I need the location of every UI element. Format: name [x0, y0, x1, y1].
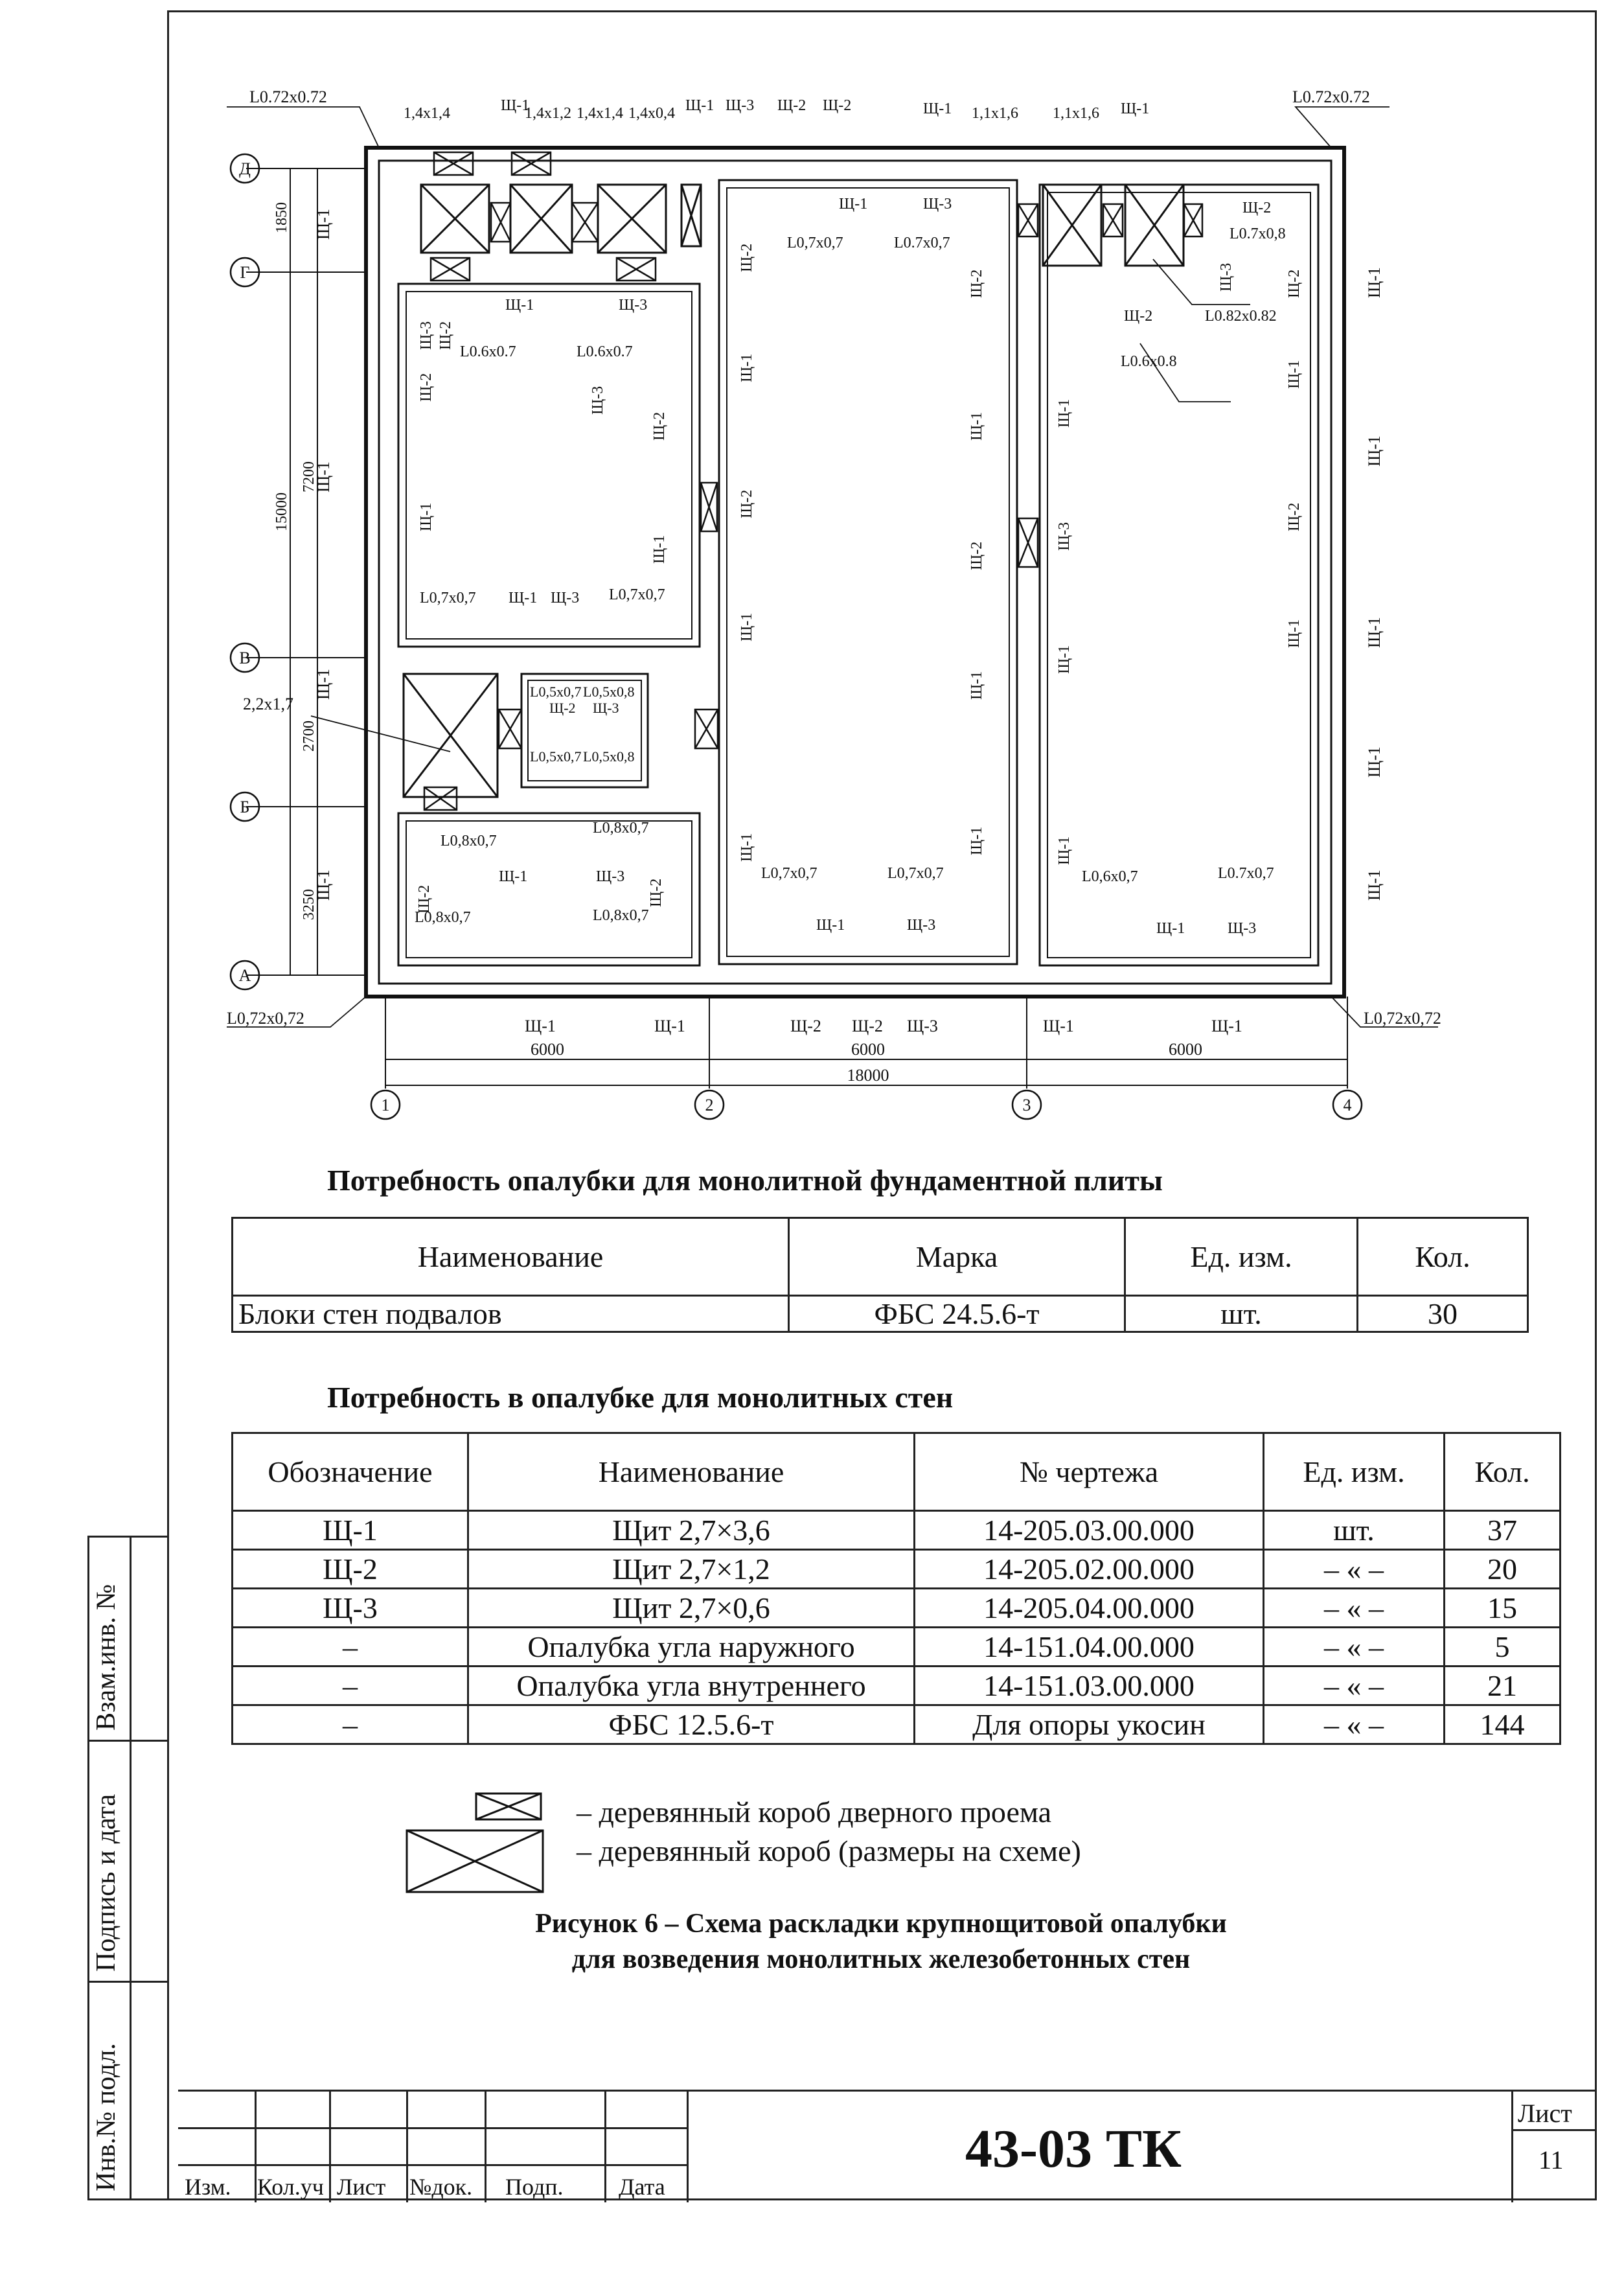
figure-caption-line2: для возведения монолитных железобетонных стен — [571, 1944, 1191, 1974]
room1-label: Щ-2 — [418, 373, 435, 402]
table2-cell: – — [233, 1667, 468, 1705]
top-label: 1,1x1,6 — [1053, 105, 1099, 122]
table2-cell: Щ-1 — [233, 1511, 468, 1550]
room3-label: Щ-2 — [1286, 269, 1303, 298]
room3-label: L0.7x0,7 — [1218, 865, 1274, 882]
axis-number-4: 4 — [1343, 1096, 1352, 1114]
dim-1850: 1850 — [273, 202, 290, 233]
outer-left-label: Щ-1 — [314, 209, 333, 240]
room3-label: L0.82x0.82 — [1205, 308, 1277, 325]
table2-cell: 20 — [1445, 1550, 1561, 1589]
table2-cell: Щит 2,7×1,2 — [468, 1550, 915, 1589]
room2-label: Щ-2 — [968, 269, 985, 298]
outer-left-label: Щ-1 — [314, 870, 333, 901]
room3-label: Щ-1 — [1286, 619, 1303, 648]
table2-cell: – « – — [1264, 1667, 1445, 1705]
axis-number-1: 1 — [381, 1096, 390, 1114]
dim-6000-c: 6000 — [1169, 1040, 1202, 1059]
room5-label: Щ-3 — [596, 868, 625, 885]
legend-wood-box: – деревянный короб (размеры на схеме) — [577, 1834, 1081, 1867]
strip-label-orig-inv: Инв.№ подл. — [91, 2043, 121, 2191]
room3-label: Щ-3 — [1218, 262, 1235, 292]
room3-label: Щ-1 — [1056, 645, 1073, 674]
table2-header-unit: Ед. изм. — [1264, 1433, 1445, 1511]
top-label: Щ-2 — [777, 97, 806, 114]
room2-label: Щ-1 — [968, 671, 985, 700]
table2-cell: Опалубка угла внутреннего — [468, 1667, 915, 1705]
top-label: 1,4x1,4 — [577, 105, 623, 122]
room4-label: L0,5x0,7 — [530, 684, 582, 700]
table1-cell: 30 — [1358, 1296, 1528, 1332]
title-block — [178, 2090, 1597, 2200]
table2-cell: – — [233, 1628, 468, 1667]
axis-number-3: 3 — [1022, 1096, 1031, 1114]
document-code: 43-03 ТК — [965, 2119, 1182, 2179]
top-label: Щ-1 — [501, 97, 530, 114]
top-label: 1,4x1,2 — [525, 105, 571, 122]
dim-7200: 7200 — [301, 461, 317, 492]
table2-cell: 37 — [1445, 1511, 1561, 1550]
axis-letter-v: В — [239, 649, 251, 667]
table2-cell: 14-151.03.00.000 — [915, 1667, 1264, 1705]
room5-label: L0,8x0,7 — [593, 820, 649, 836]
room3-label: Щ-3 — [1056, 522, 1073, 551]
room1-label: Щ-1 — [651, 535, 668, 564]
table2-cell: ФБС 12.5.6-т — [468, 1705, 915, 1744]
room2-label: Щ-1 — [839, 196, 868, 213]
room2-label: L0,7x0,7 — [761, 865, 818, 882]
room2-label: L0.7x0,7 — [894, 235, 950, 251]
room5-label: L0,8x0,7 — [415, 909, 471, 926]
dim-6000-a: 6000 — [531, 1040, 564, 1059]
table2-cell: Для опоры укосин — [915, 1705, 1264, 1744]
corner-label-br: L0,72x0,72 — [1364, 1009, 1441, 1028]
bottom-label: Щ-1 — [1043, 1017, 1074, 1035]
top-label: Щ-1 — [685, 97, 715, 114]
room2-label: L0,7x0,7 — [787, 235, 843, 251]
room4-label: Щ-2 — [549, 700, 576, 716]
room3-label: L0,6x0,7 — [1082, 868, 1138, 885]
corner-label-tl: L0.72x0.72 — [249, 87, 327, 106]
room2-label: Щ-1 — [816, 917, 845, 934]
room2-label: L0,7x0,7 — [887, 865, 944, 882]
room4-label: L0,5x0,8 — [583, 684, 635, 700]
legend-door-box: – деревянный короб дверного проема — [577, 1795, 1052, 1828]
table2-header-qty: Кол. — [1445, 1433, 1561, 1511]
dim-2700: 2700 — [301, 721, 317, 752]
grid-lines — [246, 168, 1347, 1089]
room5-label: Щ-2 — [416, 884, 433, 914]
bottom-label: Щ-2 — [790, 1017, 821, 1035]
table2-cell: Щ-3 — [233, 1589, 468, 1628]
legend-symbols — [405, 1792, 560, 1895]
room3-label: Щ-2 — [1242, 200, 1272, 216]
room1-label: L0,7x0,7 — [609, 586, 665, 603]
table2-cell: шт. — [1264, 1511, 1445, 1550]
room1-label: L0.6x0.7 — [577, 343, 633, 360]
table2-header-name: Наименование — [468, 1433, 915, 1511]
table2-header-drawing: № чертежа — [915, 1433, 1264, 1511]
top-label: Щ-3 — [726, 97, 755, 114]
stamp-col-date: Дата — [619, 2174, 665, 2200]
table1-header-name: Наименование — [233, 1218, 789, 1296]
bottom-label: Щ-3 — [907, 1017, 938, 1035]
room1-label: Щ-2 — [437, 321, 454, 350]
strip-cell-replace-inv — [89, 1538, 167, 1742]
table2-cell: 14-205.04.00.000 — [915, 1589, 1264, 1628]
outer-right-label: Щ-1 — [1365, 870, 1384, 901]
room2-label: Щ-1 — [738, 833, 755, 862]
room2-label: Щ-3 — [923, 196, 952, 213]
room2-label: Щ-2 — [968, 541, 985, 570]
room4-label: L0,5x0,8 — [583, 748, 635, 765]
room4-label: Щ-3 — [593, 700, 619, 716]
table2-cell: Щит 2,7×0,6 — [468, 1589, 915, 1628]
corner-label-tr: L0.72x0.72 — [1292, 87, 1370, 106]
room3-label: Щ-1 — [1286, 360, 1303, 389]
outer-right-label: Щ-1 — [1365, 617, 1384, 648]
room5-label: Щ-2 — [648, 878, 665, 907]
room3-label: Щ-2 — [1286, 502, 1303, 531]
outer-right-label: Щ-1 — [1365, 267, 1384, 298]
table-row — [233, 1511, 1561, 1550]
table-wall-formwork — [231, 1432, 1561, 1745]
table1-heading: Потребность опалубки для монолитной фундаментной плиты — [327, 1164, 1163, 1197]
table-row — [233, 1705, 1561, 1744]
room1-label: L0,7x0,7 — [420, 590, 476, 606]
room1-label: Щ-2 — [651, 411, 668, 441]
strip-label-replace-inv: Взам.инв. № — [91, 1584, 121, 1731]
table-row — [233, 1589, 1561, 1628]
axis-letter-g: Г — [240, 263, 250, 282]
room-3 — [1040, 185, 1318, 965]
formwork-layout-plan — [220, 78, 1451, 1140]
room5-label: L0,8x0,7 — [593, 907, 649, 924]
room3-label: Щ-2 — [1124, 308, 1153, 325]
dim-18000: 18000 — [847, 1066, 889, 1085]
table-row — [233, 1628, 1561, 1667]
top-label: Щ-1 — [1121, 100, 1150, 117]
table2-cell: 14-205.02.00.000 — [915, 1550, 1264, 1589]
stamp-col-change: Изм. — [185, 2174, 231, 2200]
table-row — [233, 1296, 1528, 1332]
bottom-label: Щ-1 — [654, 1017, 685, 1035]
room3-label: Щ-1 — [1156, 920, 1185, 937]
sheet-label: Лист — [1518, 2099, 1572, 2128]
strip-label-signature-date: Подпись и дата — [91, 1794, 121, 1972]
stamp-col-sheet: Лист — [337, 2174, 386, 2200]
outer-left-label: Щ-1 — [314, 461, 333, 492]
top-label: Щ-2 — [823, 97, 852, 114]
sheet-number: 11 — [1538, 2145, 1564, 2174]
table2-header-designation: Обозначение — [233, 1433, 468, 1511]
room3-label: Щ-3 — [1228, 920, 1257, 937]
room1-label: Щ-1 — [505, 297, 534, 314]
bottom-label: Щ-1 — [1211, 1017, 1242, 1035]
room1-label: Щ-1 — [509, 590, 538, 606]
room3-label: L0.6x0.8 — [1121, 353, 1177, 370]
room5-label: Щ-1 — [499, 868, 528, 885]
table-row — [233, 1550, 1561, 1589]
table2-cell: – « – — [1264, 1550, 1445, 1589]
dim-15000: 15000 — [273, 492, 290, 531]
table2-cell: Щ-2 — [233, 1550, 468, 1589]
table1-cell: ФБС 24.5.6-т — [789, 1296, 1125, 1332]
table2-cell: – « – — [1264, 1589, 1445, 1628]
bottom-label: Щ-2 — [852, 1017, 883, 1035]
axis-letter-b: Б — [240, 798, 250, 816]
room2-label: Щ-1 — [968, 411, 985, 441]
room1-label: Щ-1 — [418, 502, 435, 531]
figure-caption-line1: Рисунок 6 – Схема раскладки крупнощитовой опалубки — [535, 1909, 1227, 1939]
room1-label: Щ-3 — [619, 297, 648, 314]
dim-6000-b: 6000 — [851, 1040, 885, 1059]
room5-label: L0,8x0,7 — [440, 833, 497, 849]
room3-label: Щ-1 — [1056, 836, 1073, 865]
axis-markers — [231, 154, 1362, 1119]
table1-header-qty: Кол. — [1358, 1218, 1528, 1296]
stamp-col-docnum: №док. — [409, 2174, 473, 2200]
table2-cell: 5 — [1445, 1628, 1561, 1667]
strip-cell-signature-date — [89, 1742, 167, 1983]
room3-label: L0.7x0,8 — [1229, 225, 1286, 242]
room1-label: L0.6x0.7 — [460, 343, 516, 360]
table2-cell: Опалубка угла наружного — [468, 1628, 915, 1667]
table2-cell: – — [233, 1705, 468, 1744]
table2-cell: 14-205.03.00.000 — [915, 1511, 1264, 1550]
room2-label: Щ-2 — [738, 489, 755, 518]
table2-cell: 14-151.04.00.000 — [915, 1628, 1264, 1667]
axis-number-2: 2 — [705, 1096, 714, 1114]
table2-cell: 144 — [1445, 1705, 1561, 1744]
table1-header-mark: Марка — [789, 1218, 1125, 1296]
room3-label: Щ-1 — [1056, 398, 1073, 428]
table2-heading: Потребность в опалубке для монолитных стен — [327, 1381, 954, 1414]
axis-letter-d: Д — [239, 159, 251, 178]
room2-label: Щ-3 — [907, 917, 936, 934]
stamp-col-signature: Подп. — [505, 2174, 564, 2200]
outer-right-label: Щ-1 — [1365, 746, 1384, 778]
box-size-label: 2,2x1,7 — [243, 695, 293, 713]
table2-cell: Щит 2,7×3,6 — [468, 1511, 915, 1550]
top-label: 1,4x1,4 — [404, 105, 450, 122]
room2-label: Щ-2 — [738, 243, 755, 272]
table2-cell: – « – — [1264, 1705, 1445, 1744]
room4-label: L0,5x0,7 — [530, 748, 582, 765]
table-foundation-formwork — [231, 1217, 1529, 1333]
table2-cell: – « – — [1264, 1628, 1445, 1667]
top-label: Щ-1 — [923, 100, 952, 117]
outer-right-label: Щ-1 — [1365, 435, 1384, 467]
dim-3250: 3250 — [301, 889, 317, 920]
bottom-label: Щ-1 — [525, 1017, 556, 1035]
room1-label: Щ-3 — [589, 386, 606, 415]
room2-label: Щ-1 — [738, 612, 755, 641]
table2-cell: 15 — [1445, 1589, 1561, 1628]
room2-label: Щ-1 — [738, 353, 755, 382]
outer-left-label: Щ-1 — [314, 669, 333, 700]
table1-cell: Блоки стен подвалов — [233, 1296, 789, 1332]
side-strip — [87, 1536, 167, 2200]
stamp-col-count: Кол.уч — [257, 2174, 324, 2200]
top-label: 1,1x1,6 — [972, 105, 1018, 122]
room1-label: Щ-3 — [418, 321, 435, 350]
table-row — [233, 1667, 1561, 1705]
table2-cell: 21 — [1445, 1667, 1561, 1705]
table1-header-unit: Ед. изм. — [1125, 1218, 1358, 1296]
room1-label: Щ-3 — [551, 590, 580, 606]
strip-cell-orig-inv — [89, 1983, 167, 2200]
corner-label-bl: L0,72x0,72 — [227, 1009, 304, 1028]
top-label: 1,4x0,4 — [628, 105, 675, 122]
axis-letter-a: А — [238, 966, 251, 985]
table1-cell: шт. — [1125, 1296, 1358, 1332]
room2-label: Щ-1 — [968, 826, 985, 855]
